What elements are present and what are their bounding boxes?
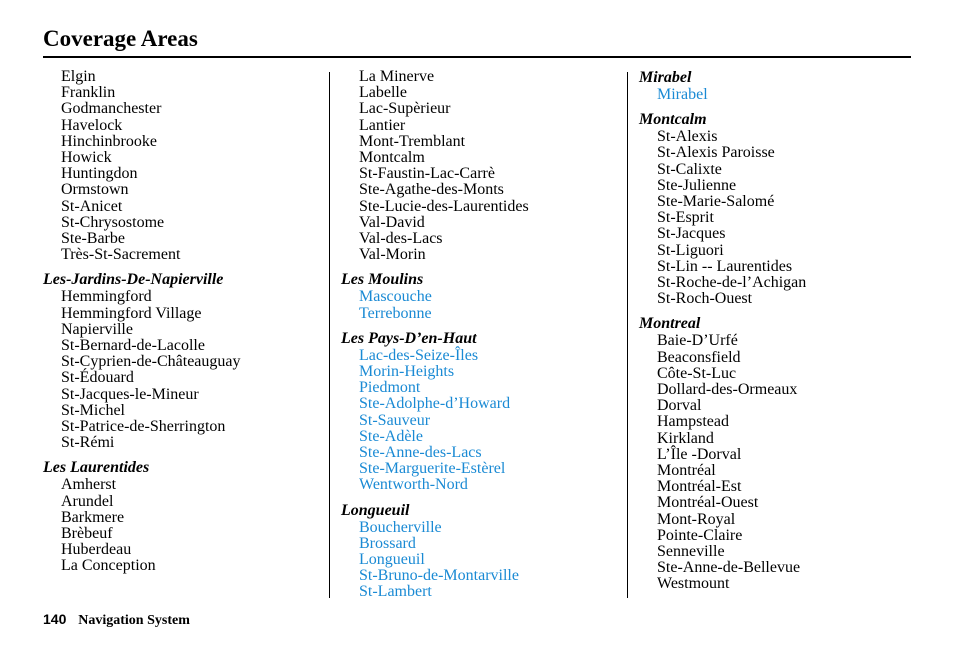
region-heading: Montcalm: [639, 111, 707, 129]
city-item: St-Édouard: [61, 369, 134, 387]
city-item: Montréal: [657, 462, 716, 480]
city-item: Pointe-Claire: [657, 526, 743, 544]
column-divider: [627, 72, 628, 598]
city-item: Val-des-Lacs: [359, 230, 443, 248]
city-item: Senneville: [657, 543, 725, 561]
city-link[interactable]: Ste-Adèle: [359, 427, 423, 445]
city-item: Hemmingford: [61, 288, 152, 306]
city-item: Ste-Julienne: [657, 176, 737, 194]
city-item: St-Esprit: [657, 209, 714, 227]
city-item: La Minerve: [359, 68, 435, 85]
city-link[interactable]: Mirabel: [657, 86, 708, 103]
city-item: Dollard-des-Ormeaux: [657, 381, 798, 399]
city-item: Ormstown: [61, 181, 129, 199]
city-item: St-Cyprien-de-Châteauguay: [61, 353, 241, 371]
city-link[interactable]: St-Sauveur: [359, 411, 431, 429]
city-item: Ste-Lucie-des-Laurentides: [359, 197, 529, 215]
city-item: Howick: [61, 149, 112, 167]
city-link[interactable]: St-Lambert: [359, 583, 432, 601]
region-group: [639, 69, 806, 103]
city-item: St-Alexis: [657, 128, 718, 146]
city-item: Dorval: [657, 397, 702, 415]
region-group: [341, 502, 529, 601]
city-item: Hampstead: [657, 413, 729, 431]
city-link[interactable]: Morin-Heights: [359, 363, 455, 381]
city-link[interactable]: Ste-Adolphe-d’Howard: [359, 395, 511, 413]
group-gap: [341, 263, 529, 271]
region-heading: Longueuil: [341, 501, 410, 519]
region-group: [43, 459, 241, 574]
group-gap: [341, 322, 529, 330]
group-gap: [43, 451, 241, 459]
city-link[interactable]: Ste-Marguerite-Estèrel: [359, 460, 506, 478]
city-item: Havelock: [61, 116, 123, 134]
group-gap: [639, 103, 806, 111]
city-item: Ste-Agathe-des-Monts: [359, 181, 504, 199]
city-item: St-Anicet: [61, 197, 123, 215]
city-item: St-Roch-Ouest: [657, 290, 753, 308]
region-heading: Mirabel: [639, 69, 692, 86]
city-item: Brèbeuf: [61, 525, 113, 543]
city-item: Hemmingford Village: [61, 304, 202, 322]
region-group: [639, 315, 806, 592]
city-item: St-Rémi: [61, 434, 115, 452]
page-footer: [43, 611, 190, 629]
city-link[interactable]: Mascouche: [359, 288, 432, 306]
city-link[interactable]: Piedmont: [359, 379, 421, 397]
region-heading: Montreal: [639, 315, 701, 333]
city-link[interactable]: Boucherville: [359, 518, 442, 536]
city-item: St-Alexis Paroisse: [657, 144, 775, 162]
city-item: Godmanchester: [61, 100, 162, 118]
region-group: [43, 271, 241, 451]
group-gap: [43, 263, 241, 271]
city-item: L’Île -Dorval: [657, 445, 742, 463]
city-item: St-Jacques: [657, 225, 726, 243]
city-item: Montréal-Est: [657, 478, 742, 496]
city-item: St-Chrysostome: [61, 213, 165, 231]
city-item: La Conception: [61, 557, 156, 575]
city-item: Lac-Supèrieur: [359, 100, 451, 118]
city-item: Lantier: [359, 116, 406, 134]
city-item: St-Bernard-de-Lacolle: [61, 337, 205, 355]
column-1: [43, 69, 241, 575]
city-link[interactable]: Wentworth-Nord: [359, 476, 468, 494]
column-divider: [329, 72, 330, 598]
city-item: Huberdeau: [61, 541, 132, 559]
city-link[interactable]: St-Bruno-de-Montarville: [359, 567, 519, 585]
city-item: Val-Morin: [359, 246, 426, 264]
group-gap: [341, 494, 529, 502]
city-item: Kirkland: [657, 429, 714, 447]
city-item: Hinchinbrooke: [61, 132, 157, 150]
region-group: [341, 330, 529, 494]
city-link[interactable]: Brossard: [359, 534, 416, 552]
city-item: Beaconsfield: [657, 348, 741, 366]
title-divider: [43, 56, 911, 58]
city-item: Amherst: [61, 476, 117, 494]
city-item: St-Liguori: [657, 241, 724, 259]
city-item: Barkmere: [61, 508, 125, 526]
city-item: St-Calixte: [657, 160, 722, 178]
region-heading: Les Pays-D’en-Haut: [341, 329, 477, 347]
column-3: [639, 69, 806, 593]
city-item: Labelle: [359, 84, 407, 102]
city-link[interactable]: Longueuil: [359, 551, 425, 569]
city-item: Montcalm: [359, 149, 425, 167]
region-group: [341, 271, 529, 321]
region-group: [43, 69, 241, 263]
city-item: Très-St-Sacrement: [61, 246, 181, 264]
city-item: St-Patrice-de-Sherrington: [61, 418, 226, 436]
page-number: 140: [43, 611, 67, 627]
region-group: [341, 69, 529, 263]
city-item: Arundel: [61, 492, 114, 510]
city-item: Mont-Tremblant: [359, 132, 466, 150]
city-item: Montréal-Ouest: [657, 494, 759, 512]
group-gap: [639, 307, 806, 315]
city-item: St-Michel: [61, 401, 125, 419]
city-item: Elgin: [61, 68, 96, 85]
city-item: Ste-Anne-de-Bellevue: [657, 559, 801, 577]
city-item: Westmount: [657, 575, 730, 593]
region-heading: Les-Jardins-De-Napierville: [43, 271, 224, 289]
region-group: [639, 111, 806, 307]
city-link[interactable]: Lac-des-Seize-Îles: [359, 346, 479, 364]
city-item: St-Jacques-le-Mineur: [61, 385, 199, 403]
city-item: Baie-D’Urfé: [657, 332, 738, 350]
city-item: Huntingdon: [61, 165, 138, 183]
city-item: Ste-Marie-Salomé: [657, 193, 775, 211]
city-item: Ste-Barbe: [61, 230, 125, 248]
city-item: Côte-St-Luc: [657, 364, 737, 382]
column-2: [341, 69, 529, 601]
city-item: St-Roche-de-l’Achigan: [657, 274, 807, 292]
page-title: Coverage Areas: [43, 26, 198, 51]
region-heading: Les Moulins: [341, 271, 424, 289]
city-item: St-Faustin-Lac-Carrè: [359, 165, 495, 183]
city-item: Mont-Royal: [657, 510, 736, 528]
footer-section-title: Navigation System: [78, 613, 190, 628]
city-item: Napierville: [61, 320, 133, 338]
city-link[interactable]: Terrebonne: [359, 304, 432, 322]
city-item: Val-David: [359, 213, 425, 231]
city-item: St-Lin -- Laurentides: [657, 257, 793, 275]
region-heading: Les Laurentides: [43, 459, 150, 477]
city-item: Franklin: [61, 84, 116, 102]
city-link[interactable]: Ste-Anne-des-Lacs: [359, 444, 482, 462]
